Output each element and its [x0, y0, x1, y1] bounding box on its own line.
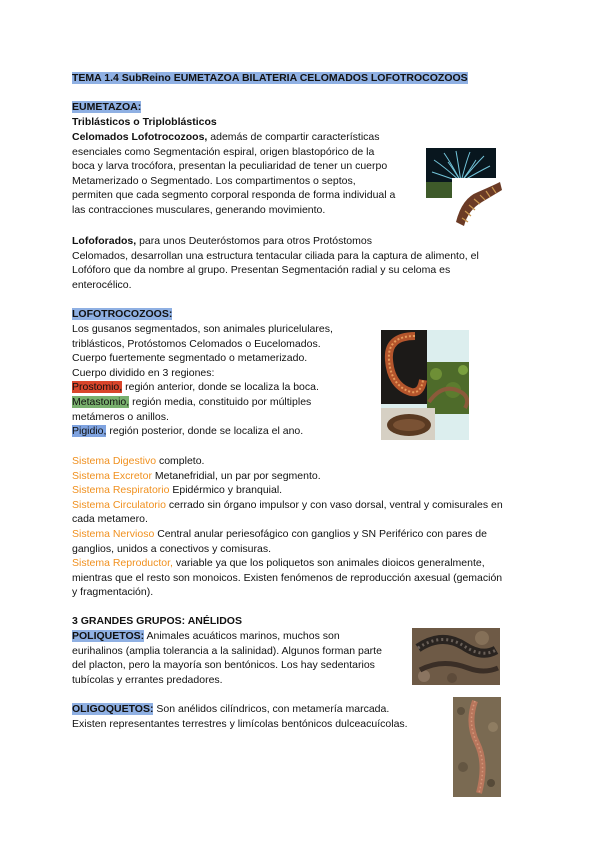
polychaete-image	[412, 628, 500, 685]
system-respiratorio: Sistema Respiratorio Epidérmico y branquial.	[72, 484, 283, 497]
eumetazoa-paragraph: Celomados Lofotrocozoos, además de compartir características esenciales como Segmentación espiral, origen blastopórico de la boca y larva trocófora, presentan la peculiaridad de tener un cuerpo Metamerizado o Segmentado. Los compartimentos o septos, permiten que cada segmento corporal responda de forma individual a las contracciones musculares, generando movimiento.	[72, 131, 396, 216]
poliquetos-paragraph: POLIQUETOS: Animales acuáticos marinos, muchos son eurihalinos (amplia tolerancia a la salinidad). Algunos forman parte del placton, pero la mayoría son bentónicos. Los hay sedentarios tubícolas y errantes predadores.	[72, 630, 382, 686]
lofotrocozoos-paragraph: Los gusanos segmentados, son animales pluricelulares, triblásticos, Protóstomos Celomados o Eucelomados. Cuerpo fuertemente segmentado o metamerizado. Cuerpo dividido en 3 regiones: Prostomio, región anterior, donde se localiza la boca. Metastomio, región media, constituido por múltiples metámeros o anillos. Pigidio, región posterior, donde se localiza el ano.	[72, 322, 382, 439]
metastomio-line: Metastomio, región media, constituido por múltiples	[72, 395, 312, 408]
eumetazoa-heading: EUMETAZOA:	[72, 101, 142, 113]
worm-collage-image	[381, 330, 469, 440]
segmented-worm-image	[452, 178, 504, 228]
pigidio-line: Pigidio, región posterior, donde se localiza el ano.	[72, 425, 304, 438]
earthworm-image	[453, 697, 501, 797]
lofotrocozoos-heading: LOFOTROCOZOOS:	[72, 308, 173, 320]
system-nervioso: Sistema Nervioso Central anular periesofágico con ganglios y SN Periférico con pares de	[72, 527, 487, 540]
eumetazoa-subtitle: Triblásticos o Triploblásticos	[72, 116, 217, 128]
systems-list: Sistema Digestivo completo. Sistema Excretor Metanefridial, un par por segmento. Sistema Respiratorio Epidérmico y branquial. Sistema Circulatorio cerrado sin órgano impulsor y con vaso dorsal, ventral y comisurales en cada metamero. Sistema Nervioso Central anular periesofágico con ganglios y SN Periférico con pares de ganglios, unidos a conectivos y comisuras. Sistema Reproductor, variable ya que los poliquetos son animales dioicos generalmente, mientras que el resto son monoicos. Existen fenómenos de reproducción axesual (gemación y fragmentación).	[72, 454, 542, 600]
lofoforados-paragraph: Lofoforados, para unos Deuteróstomos para otros Protóstomos Celomados, desarrollan una estructura tentacular ciliada para la captura de alimento, el Lofóforo que da nombre al grupo. Presentan Segmentación radial y su celoma es enterocélico.	[72, 235, 479, 291]
prostomio-line: Prostomio, región anterior, donde se localiza la boca.	[72, 381, 319, 394]
oligoquetos-paragraph: OLIGOQUETOS: Son anélidos cilíndricos, con metamería marcada. Existen representantes terrestres y limícolas bentónicos dulceacuícolas.	[72, 703, 408, 730]
system-excretor: Sistema Excretor Metanefridial, un par por segmento.	[72, 469, 321, 482]
grupos-heading: 3 GRANDES GRUPOS: ANÉLIDOS	[72, 615, 242, 627]
page-title: TEMA 1.4 SubReino EUMETAZOA BILATERIA CELOMADOS LOFOTROCOZOOS	[72, 72, 468, 84]
system-reproductor: Sistema Reproductor, variable ya que los poliquetos son animales dioicos generalmente,	[72, 557, 485, 570]
system-circulatorio: Sistema Circulatorio cerrado sin órgano impulsor y con vaso dorsal, ventral y comisurales en	[72, 498, 503, 511]
system-digestivo: Sistema Digestivo completo.	[72, 455, 205, 467]
